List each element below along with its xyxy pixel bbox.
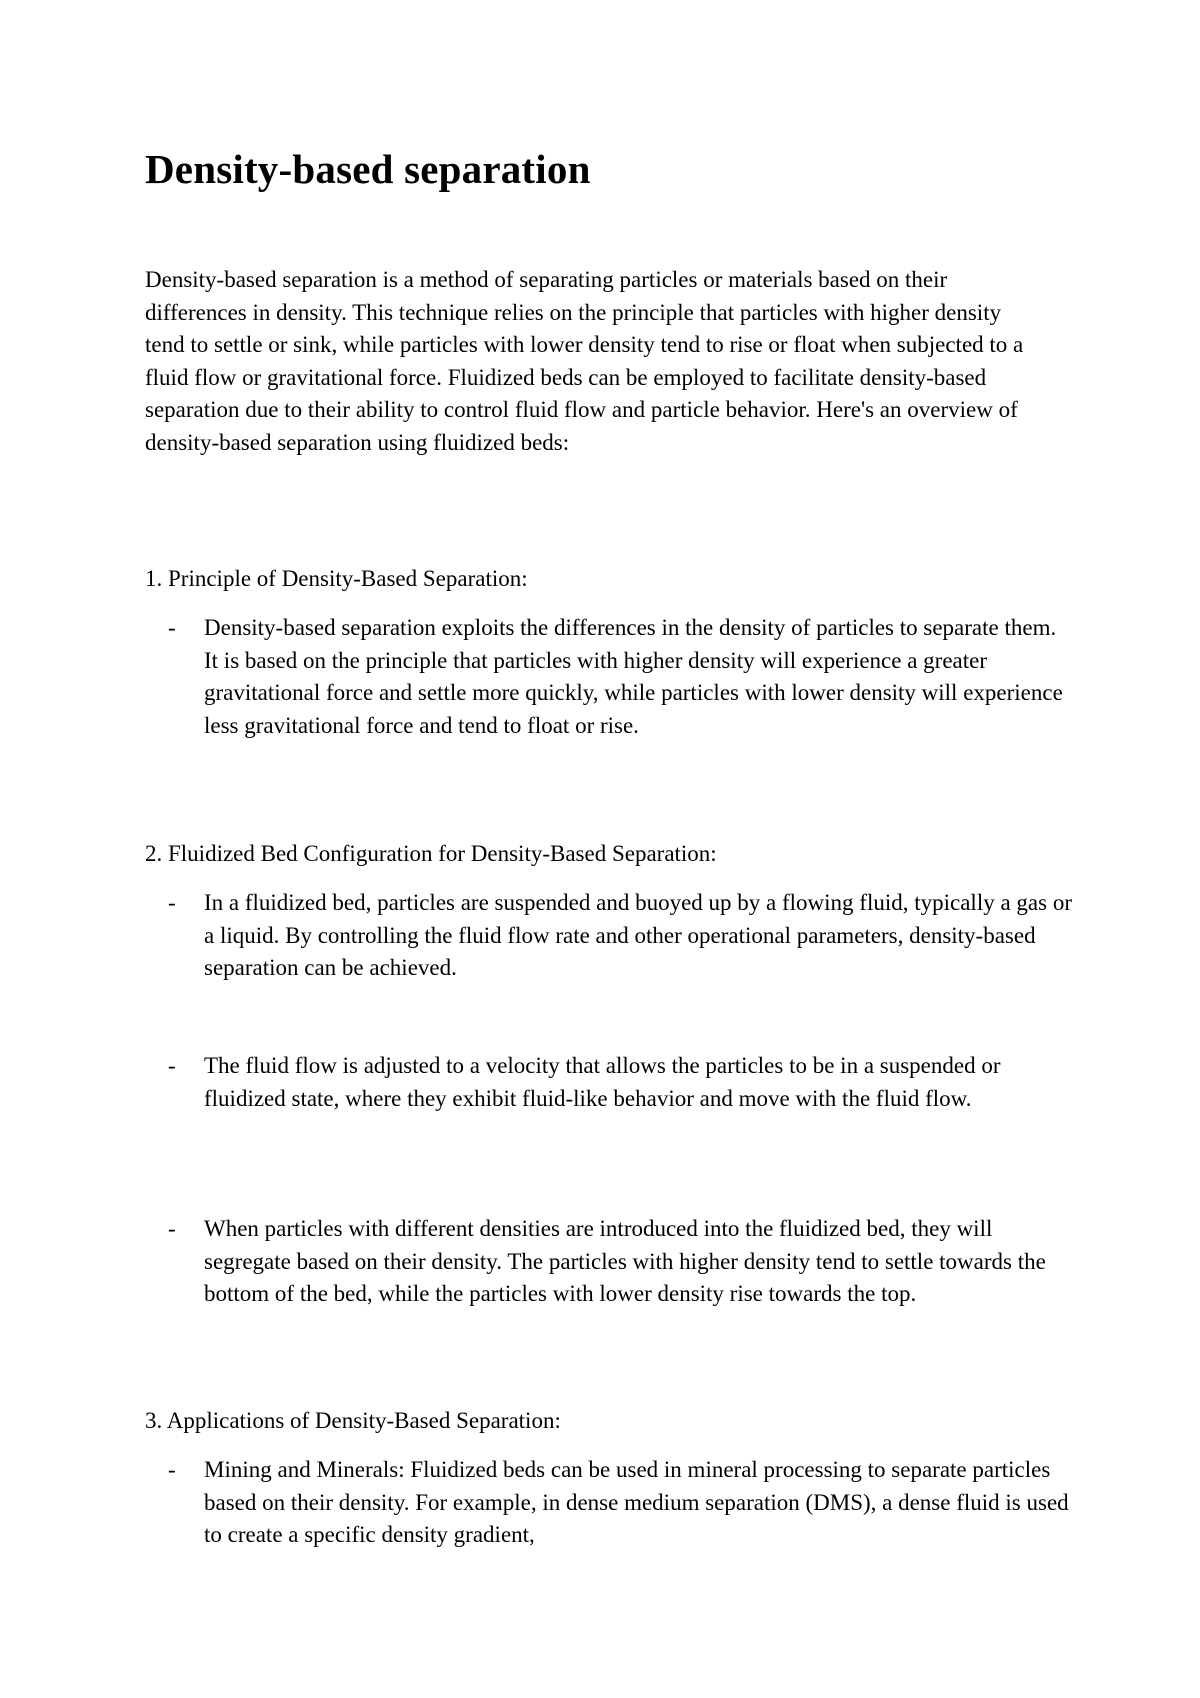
bullet-dash: -: [168, 1216, 176, 1241]
list-item-text: In a fluidized bed, particles are suspended and buoyed up by a flowing fluid, typically a gas or a liquid. By controlling the fluid flow rate and other operational parameters, density-based separation can be achieved.: [204, 890, 1072, 981]
section-heading-principle: 1. Principle of Density-Based Separation:: [145, 566, 528, 591]
bullet-dash: -: [168, 1053, 176, 1078]
list-item-text: Mining and Minerals: Fluidized beds can be used in mineral processing to separate particles based on their density. For example, in dense medium separation (DMS), a dense fluid is used to create a specific density gradient,: [204, 1457, 1069, 1548]
page-title: Density-based separation: [145, 146, 591, 192]
section-heading-configuration: 2. Fluidized Bed Configuration for Density-Based Separation:: [145, 841, 717, 866]
list-item: [168, 612, 1073, 742]
bullet-dash: -: [168, 890, 176, 915]
section-heading-applications: 3. Applications of Density-Based Separation:: [145, 1408, 561, 1433]
list-item: [168, 1050, 1073, 1115]
list-item-text: When particles with different densities are introduced into the fluidized bed, they will segregate based on their density. The particles with higher density tend to settle towards the bottom of the bed, while the particles with lower density rise towards the top.: [204, 1216, 1046, 1307]
intro-paragraph: Density-based separation is a method of separating particles or materials based on their differences in density. This technique relies on the principle that particles with higher density tend to settle or sink, while particles with lower density tend to rise or float when subjected to a fluid flow or gravitational force. Fluidized beds can be employed to facilitate density-based separation due to their ability to control fluid flow and particle behavior. Here's an overview of density-based separation using fluidized beds:: [145, 267, 1024, 455]
list-item: [168, 1454, 1073, 1552]
bullet-dash: -: [168, 1457, 176, 1482]
bullet-dash: -: [168, 615, 176, 640]
list-item-text: The fluid flow is adjusted to a velocity that allows the particles to be in a suspended or fluidized state, where they exhibit fluid-like behavior and move with the fluid flow.: [204, 1053, 1001, 1111]
list-item: [168, 1213, 1073, 1311]
list-item-text: Density-based separation exploits the differences in the density of particles to separate them. It is based on the principle that particles with higher density will experience a greater gravitational force and settle more quickly, while particles with lower density will experience less gravitational force and tend to float or rise.: [204, 615, 1063, 738]
list-item: [168, 887, 1073, 985]
